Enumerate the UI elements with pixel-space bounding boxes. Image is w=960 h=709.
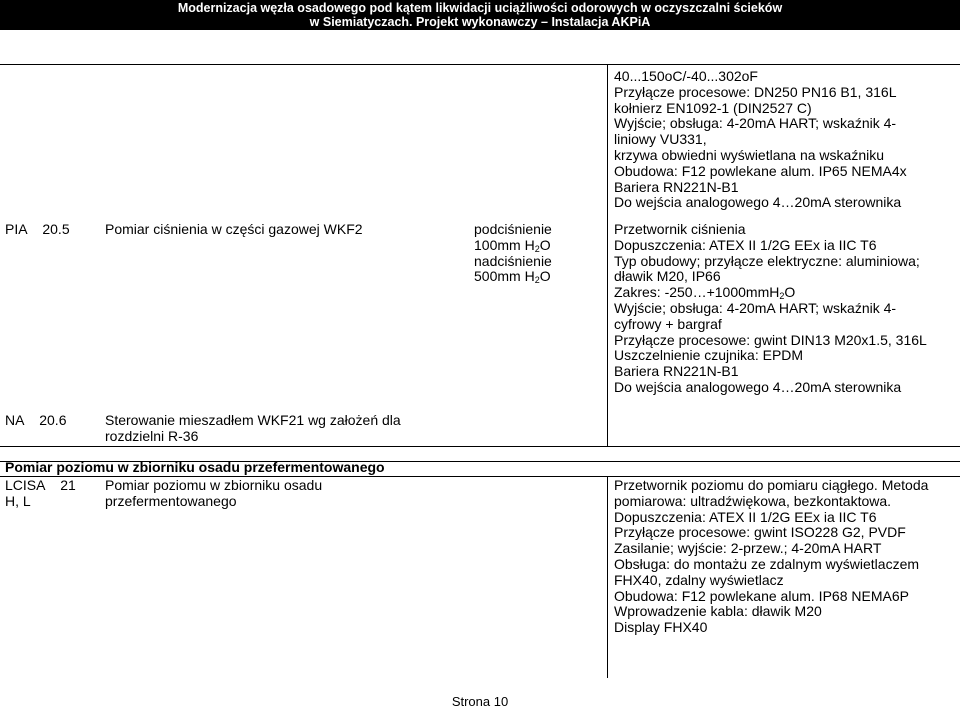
header-line-1: Modernizacja węzła osadowego pod kątem likwidacji uciążliwości odorowych w oczyszczalni ścieków [177, 1, 783, 15]
text-line: krzywa obwiedni wyświetlana na wskaźniku [614, 146, 885, 163]
text-line: Przetwornik poziomu do pomiaru ciągłego. Metoda [614, 477, 929, 493]
text-line: 40...150oC/-40...302oF [614, 68, 758, 84]
text-line: Dopuszczenia: ATEX II 1/2G EEx ia IIC T6 [614, 508, 877, 525]
text-line: Przyłącze procesowe: DN250 PN16 B1, 316L [614, 83, 897, 100]
row-pia-description [614, 222, 927, 396]
text-line: przefermentowanego [105, 492, 237, 509]
text-line: dławik M20, IP66 [614, 268, 721, 285]
text-line: Wprowadzenie kabla: dławik M20 [614, 603, 822, 620]
text-line: FHX40, zdalny wyświetlacz [614, 571, 784, 588]
text-line: Przyłącze procesowe: gwint DIN13 M20x1.5, 316L [614, 331, 927, 348]
text-line: Dopuszczenia: ATEX II 1/2G EEx ia IIC T6 [614, 236, 877, 253]
text-line: Obsługa: do montażu ze zdalnym wyświetlaczem [614, 555, 920, 572]
row-lcisa-name [105, 478, 322, 510]
range-line: 500mm $H_2O$ [474, 268, 551, 286]
row-lcisa-description [614, 478, 928, 636]
range-line: nadciśnienie [474, 252, 552, 269]
column-border-1 [607, 64, 608, 446]
header-line-2: w Siemiatyczach. Projekt wykonawczy – Instalacja AKPiA [309, 15, 651, 29]
text-line: Obudowa: F12 powlekane alum. IP68 NEMA6P [614, 587, 909, 604]
row-lcisa-id [5, 478, 76, 510]
text-line: liniowy VU331, [614, 131, 707, 148]
text-line: Do wejścia analogowego 4…20mA sterownika [614, 378, 902, 395]
text-line: pomiarowa: ultradźwiękowa, bezkontaktowa. [614, 492, 892, 509]
text-line: H, L [5, 492, 31, 509]
range-line: podciśnienie [474, 221, 552, 237]
range-line: 100mm $H_2O$ [474, 236, 551, 254]
text-line: Wyjście; obsługa: 4-20mA HART; wskaźnik 4- [614, 115, 897, 132]
table-top-border [0, 64, 960, 65]
text-line: Uszczelnienie czujnika: EPDM [614, 347, 804, 364]
text-line: Obudowa: F12 powlekane alum. IP65 NEMA4x [614, 162, 907, 179]
row-pia-id: PIA 20.5 [5, 221, 70, 237]
top-description [614, 69, 907, 211]
text-line: LCISA 21 [5, 477, 76, 493]
row-na-name [105, 413, 401, 445]
text-line: cyfrowy + bargraf [614, 315, 722, 332]
page-number: Strona 10 [451, 694, 509, 709]
text-line: Do wejścia analogowego 4…20mA sterownika [614, 194, 902, 211]
text-line: kołnierz EN1092-1 (DIN2527 C) [614, 99, 812, 116]
text-line: Sterowanie mieszadłem WKF21 wg założeń dla [105, 412, 401, 428]
text-line: Pomiar poziomu w zbiorniku osadu [105, 477, 323, 493]
text-line: Zasilanie; wyjście: 2-przew.; 4-20mA HART [614, 540, 882, 557]
document-header [0, 0, 960, 30]
text-line: Przetwornik ciśnienia [614, 221, 746, 237]
text-line: Zakres: -250…+1000mmH$_2$O [614, 284, 796, 302]
text-line: Typ obudowy; przyłącze elektryczne: aluminiowa; [614, 252, 920, 269]
text-line: Display FHX40 [614, 619, 708, 636]
row-pia-name: Pomiar ciśnienia w części gazowej WKF2 [105, 221, 363, 237]
text-line: rozdzielni R-36 [105, 427, 199, 444]
section-title: Pomiar poziomu w zbiorniku osadu przefermentowanego [5, 459, 385, 475]
text-line: Bariera RN221N-B1 [614, 178, 739, 195]
text-line: Wyjście; obsługa: 4-20mA HART; wskaźnik 4- [614, 299, 897, 316]
row-pia-range [474, 222, 552, 285]
column-border-2 [607, 476, 608, 678]
row-na-id: NA 20.6 [5, 412, 67, 428]
text-line: Przyłącze procesowe: gwint ISO228 G2, PVDF [614, 524, 906, 541]
row-separator-1 [0, 446, 960, 447]
text-line: Bariera RN221N-B1 [614, 363, 739, 380]
